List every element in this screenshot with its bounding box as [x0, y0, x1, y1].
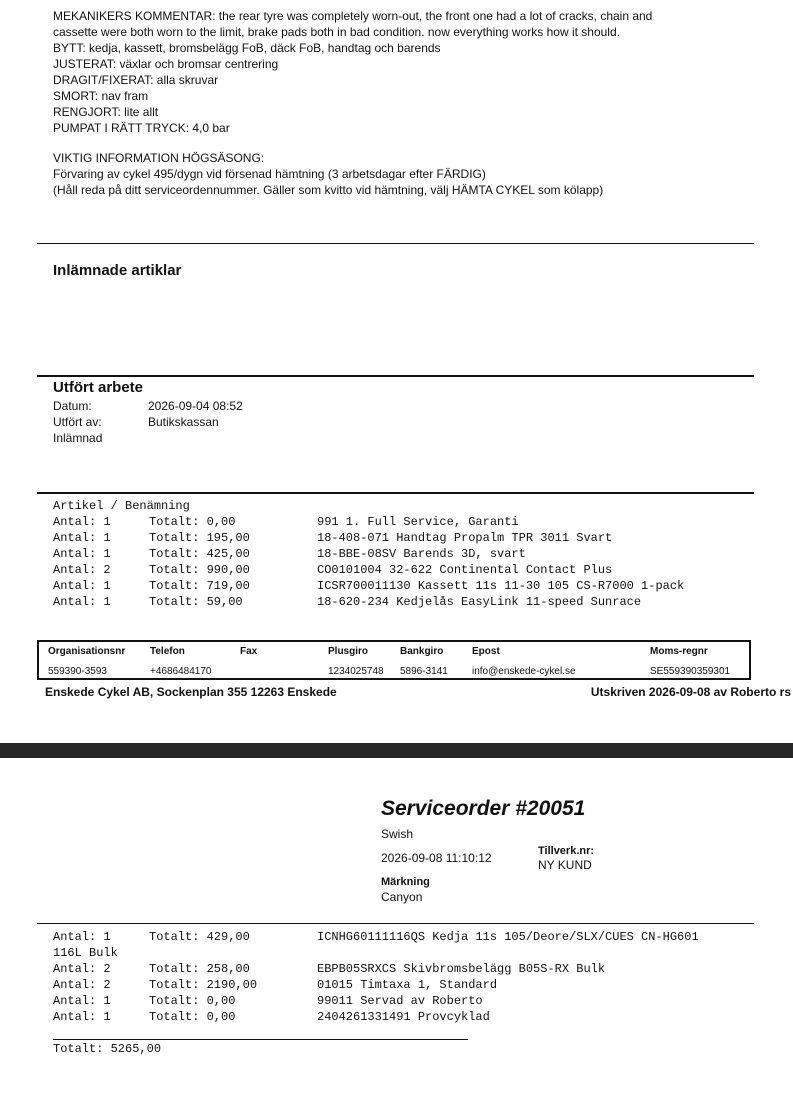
info-line: (Håll reda på ditt serviceordennummer. Gäller som kvitto vid hämtning, välj HÄMTA CYKEL som kölapp) — [53, 183, 604, 197]
comment-line: DRAGIT/FIXERAT: alla skruvar — [53, 73, 219, 87]
submitted-articles-title: Inlämnade artiklar — [53, 262, 182, 279]
comment-line: MEKANIKERS KOMMENTAR: the rear tyre was completely worn-out, the front one had a lot of cracks, chain and — [53, 9, 653, 23]
printed-info: Utskriven 2026-09-08 av Roberto rs — [590, 685, 791, 699]
vat-header: Moms-regnr — [650, 646, 708, 657]
article-quantity: Antal: 1 — [53, 531, 111, 545]
work-done-title: Utfört arbete — [53, 379, 144, 396]
article-quantity: Antal: 1 — [53, 579, 111, 593]
article-quantity: Antal: 1 — [53, 547, 111, 561]
divider — [37, 492, 754, 494]
date-label: Datum: — [53, 399, 92, 413]
fax-header: Fax — [240, 646, 258, 657]
article-quantity: Antal: 1 — [53, 994, 111, 1008]
vat-value: SE559390359301 — [650, 666, 731, 677]
article-total: Totalt: 0,00 — [149, 1010, 236, 1024]
total-divider — [53, 1039, 468, 1040]
article-description: CO0101004 32-622 Continental Contact Plus — [317, 563, 613, 577]
performed-by-label: Utfört av: — [53, 415, 102, 429]
org-number-value: 559390-3593 — [48, 666, 107, 677]
article-description: 18-BBE-08SV Barends 3D, svart — [317, 547, 526, 561]
payment-method: Swish — [381, 827, 414, 841]
articles-header: Artikel / Benämning — [53, 499, 190, 513]
comment-line: cassette were both worn to the limit, brake pads both in bad condition. now everything works how it should. — [53, 25, 620, 39]
article-quantity: Antal: 2 — [53, 978, 111, 992]
marking-value: Canyon — [381, 890, 423, 904]
article-quantity: Antal: 1 — [53, 595, 111, 609]
article-description: ICSR700011130 Kassett 11s 11-30 105 CS-R7000 1-pack — [317, 579, 685, 593]
article-total: Totalt: 195,00 — [149, 531, 250, 545]
order-title: Serviceorder #20051 — [381, 797, 586, 820]
performed-by-value: Butikskassan — [148, 415, 219, 429]
article-quantity: Antal: 2 — [53, 563, 111, 577]
article-quantity: Antal: 1 — [53, 930, 111, 944]
article-total: Totalt: 258,00 — [149, 962, 250, 976]
marking-label: Märkning — [381, 876, 430, 888]
comment-line: BYTT: kedja, kassett, bromsbelägg FoB, däck FoB, handtag och barends — [53, 41, 441, 55]
serial-label: Tillverk.nr: — [538, 845, 595, 857]
email-header: Epost — [472, 646, 500, 657]
article-description: 99011 Servad av Roberto — [317, 994, 483, 1008]
article-description: 18-408-071 Handtag Propalm TPR 3011 Svart — [317, 531, 613, 545]
article-description: 01015 Timtaxa 1, Standard — [317, 978, 498, 992]
submitted-label: Inlämnad — [53, 431, 103, 445]
article-description: 991 1. Full Service, Garanti — [317, 515, 519, 529]
comment-line: RENGJORT: lite allt — [53, 105, 159, 119]
divider — [37, 243, 754, 244]
article-description: ICNHG60111116QS Kedja 11s 105/Deore/SLX/CUES CN-HG601 — [317, 930, 699, 944]
article-description: EBPB05SRXCS Skivbromsbelägg B05S-RX Bulk — [317, 962, 606, 976]
article-total: Totalt: 59,00 — [149, 595, 243, 609]
company-info-box — [37, 640, 751, 680]
serial-value: NY KUND — [538, 858, 592, 872]
bankgiro-header: Bankgiro — [400, 646, 444, 657]
date-value: 2026-09-04 08:52 — [148, 399, 243, 413]
plusgiro-value: 1234025748 — [328, 666, 384, 677]
comment-line: PUMPAT I RÄTT TRYCK: 4,0 bar — [53, 121, 230, 135]
article-total: Totalt: 0,00 — [149, 515, 236, 529]
article-total: Totalt: 719,00 — [149, 579, 250, 593]
article-quantity: Antal: 2 — [53, 962, 111, 976]
article-total: Totalt: 425,00 — [149, 547, 250, 561]
phone-header: Telefon — [150, 646, 185, 657]
article-total: Totalt: 990,00 — [149, 563, 250, 577]
phone-value: +4686484170 — [150, 666, 212, 677]
grand-total: Totalt: 5265,00 — [53, 1042, 162, 1056]
article-description: 18-620-234 Kedjelås EasyLink 11-speed Sunrace — [317, 595, 642, 609]
comment-line: JUSTERAT: växlar och bromsar centrering — [53, 57, 279, 71]
order-datetime: 2026-09-08 11:10:12 — [381, 851, 492, 865]
info-line: Förvaring av cykel 495/dygn vid försenad hämtning (3 arbetsdagar efter FÄRDIG) — [53, 167, 486, 181]
divider — [37, 923, 754, 924]
comment-line: SMORT: nav fram — [53, 89, 149, 103]
article-total: Totalt: 0,00 — [149, 994, 236, 1008]
bankgiro-value: 5896-3141 — [400, 666, 448, 677]
article-quantity: Antal: 1 — [53, 1010, 111, 1024]
article-quantity: 116L Bulk — [53, 946, 118, 960]
email-value: info@enskede-cykel.se — [472, 666, 576, 677]
page-break — [0, 743, 793, 758]
plusgiro-header: Plusgiro — [328, 646, 369, 657]
org-number-header: Organisationsnr — [48, 646, 126, 657]
company-address: Enskede Cykel AB, Sockenplan 355 12263 Enskede — [45, 685, 337, 699]
article-total: Totalt: 2190,00 — [149, 978, 258, 992]
info-line: VIKTIG INFORMATION HÖGSÄSONG: — [53, 151, 265, 165]
article-quantity: Antal: 1 — [53, 515, 111, 529]
article-total: Totalt: 429,00 — [149, 930, 250, 944]
divider — [37, 375, 754, 377]
article-description: 2404261331491 Provcyklad — [317, 1010, 490, 1024]
